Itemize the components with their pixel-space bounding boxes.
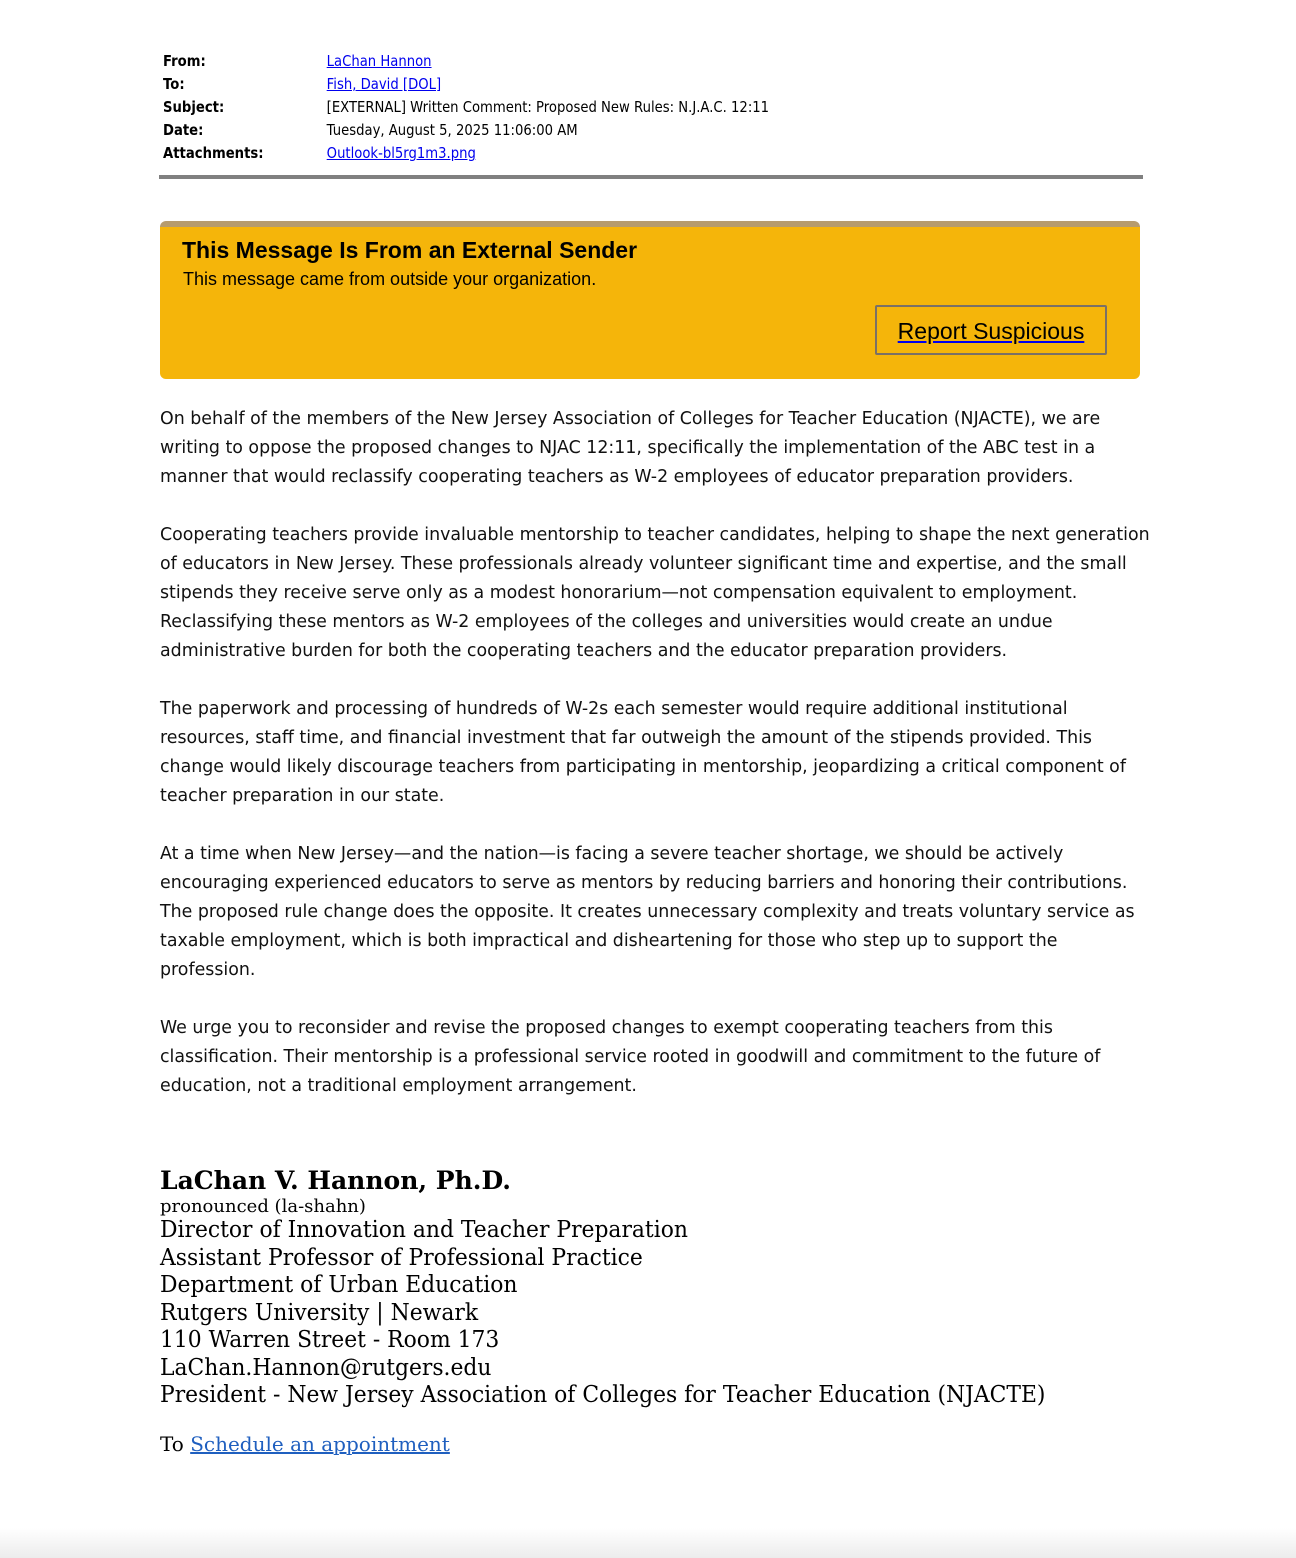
signature-university: Rutgers University | Newark [160, 1299, 479, 1326]
appointment-line [160, 1432, 1092, 1456]
body-paragraph: Cooperating teachers provide invaluable mentorship to teacher candidates, helping to shape the next generation of educators in New Jersey. These professionals already volunteer significant time and expertise, and the small stipends they receive serve only as a modest honorarium—not compensation equivalent to employment. Reclassifying these mentors as W-2 employees of the colleges and universities would create an undue administrative burden for both the cooperating teachers and the educator preparation providers. [160, 525, 1150, 661]
body-paragraph: On behalf of the members of the New Jersey Association of Colleges for Teacher Education (NJACTE), we are writing to oppose the proposed changes to NJAC 12:11, specifically the implementation of the ABC test in a manner that would reclassify cooperating teachers as W-2 employees of educator preparation providers. [160, 409, 1101, 487]
schedule-appointment-link[interactable]: Schedule an appointment [190, 1431, 450, 1456]
attachment-link[interactable]: Outlook-bl5rg1m3.png [326, 144, 476, 162]
signature-email: LaChan.Hannon@rutgers.edu [160, 1354, 492, 1381]
signature-department: Department of Urban Education [160, 1272, 518, 1298]
subject-value: [EXTERNAL] Written Comment: Proposed New Rules: N.J.A.C. 12:11 [326, 98, 770, 116]
body-paragraph: We urge you to reconsider and revise the proposed changes to exempt cooperating teachers from this classification. Their mentorship is a professional service rooted in goodwill and commitment to the future of education, not a traditional employment arrangement. [160, 1018, 1101, 1096]
page-bottom-shadow [0, 1528, 1296, 1558]
attachments-label: Attachments: [163, 144, 264, 162]
signature-title: Assistant Professor of Professional Practice [160, 1244, 643, 1271]
from-label: From: [163, 52, 206, 70]
appointment-prefix: To [160, 1431, 191, 1456]
date-label: Date: [163, 121, 204, 139]
banner-text: This message came from outside your organization. [183, 269, 597, 289]
signature-name: LaChan V. Hannon, Ph.D. [160, 1166, 511, 1195]
report-suspicious-button[interactable]: Report Suspicious [875, 305, 1107, 355]
signature-role: President - New Jersey Association of Colleges for Teacher Education (NJACTE) [160, 1382, 1046, 1408]
header-divider [159, 175, 1143, 179]
to-label: To: [163, 75, 185, 93]
email-header [163, 50, 769, 165]
subject-label: Subject: [163, 98, 225, 116]
to-link[interactable]: Fish, David [DOL] [326, 75, 442, 93]
date-value: Tuesday, August 5, 2025 11:06:00 AM [326, 121, 578, 139]
body-paragraph: The paperwork and processing of hundreds of W-2s each semester would require additional institutional resources, staff time, and financial investment that far outweigh the amount of the stipends provided. This change would likely discourage teachers from participating in mentorship, jeopardizing a critical component of teacher preparation in our state. [160, 699, 1126, 806]
signature-title: Director of Innovation and Teacher Preparation [160, 1217, 688, 1243]
signature [160, 1165, 1092, 1456]
banner-title: This Message Is From an External Sender [182, 237, 638, 263]
signature-pronunciation: pronounced (la-shahn) [160, 1196, 366, 1217]
signature-address: 110 Warren Street - Room 173 [160, 1327, 500, 1353]
from-link[interactable]: LaChan Hannon [326, 52, 432, 70]
email-body [160, 405, 1150, 1130]
external-sender-banner [160, 221, 1140, 379]
body-paragraph: At a time when New Jersey—and the nation—is facing a severe teacher shortage, we should be actively encouraging experienced educators to serve as mentors by reducing barriers and honoring their contributions. The proposed rule change does the opposite. It creates unnecessary complexity and treats voluntary service as taxable employment, which is both impractical and disheartening for those who step up to support the profession. [160, 844, 1135, 980]
